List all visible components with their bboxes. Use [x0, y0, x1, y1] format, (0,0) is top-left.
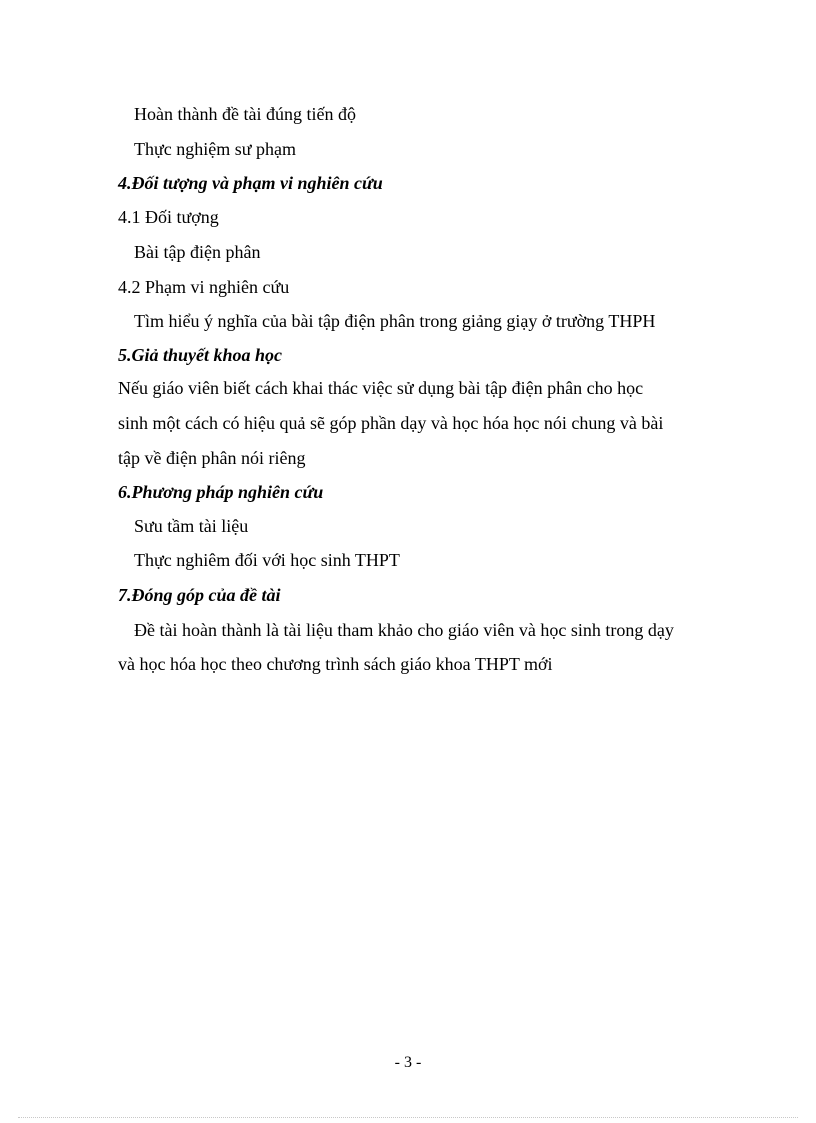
section-heading-5: 5.Giả thuyết khoa học	[118, 345, 283, 365]
subsection-4-1-text: Bài tập điện phân	[134, 242, 261, 262]
contribution-line-2: và học hóa học theo chương trình sách giáo khoa THPT mới	[118, 654, 553, 674]
hypothesis-line-2: sinh một cách có hiệu quả sẽ góp phần dạy và học hóa học nói chung và bài	[118, 413, 664, 433]
section-heading-7: 7.Đóng góp của đề tài	[118, 585, 281, 605]
hypothesis-line-1: Nếu giáo viên biết cách khai thác việc sử dụng bài tập điện phân cho học	[118, 378, 644, 398]
page-number: - 3 -	[394, 1054, 422, 1071]
objective-pedagogical-experiment: Thực nghiệm sư phạm	[134, 139, 296, 159]
method-collect-documents: Sưu tầm tài liệu	[134, 516, 249, 536]
subsection-4-2: 4.2 Phạm vi nghiên cứu	[118, 277, 290, 297]
objective-complete-on-time: Hoàn thành đề tài đúng tiến độ	[134, 104, 356, 124]
subsection-4-2-text: Tìm hiểu ý nghĩa của bài tập điện phân trong giảng giạy ở trường THPH	[134, 311, 656, 331]
section-heading-6: 6.Phương pháp nghiên cứu	[118, 482, 324, 502]
bottom-divider	[18, 1117, 798, 1118]
contribution-line-1: Đề tài hoàn thành là tài liệu tham khảo cho giáo viên và học sinh trong dạy	[134, 620, 674, 640]
method-experiment: Thực nghiêm đối với học sinh THPT	[134, 550, 400, 570]
hypothesis-line-3: tập về điện phân nói riêng	[118, 448, 306, 468]
section-heading-4: 4.Đối tượng và phạm vi nghiên cứu	[118, 173, 383, 193]
subsection-4-1: 4.1 Đối tượng	[118, 207, 219, 227]
